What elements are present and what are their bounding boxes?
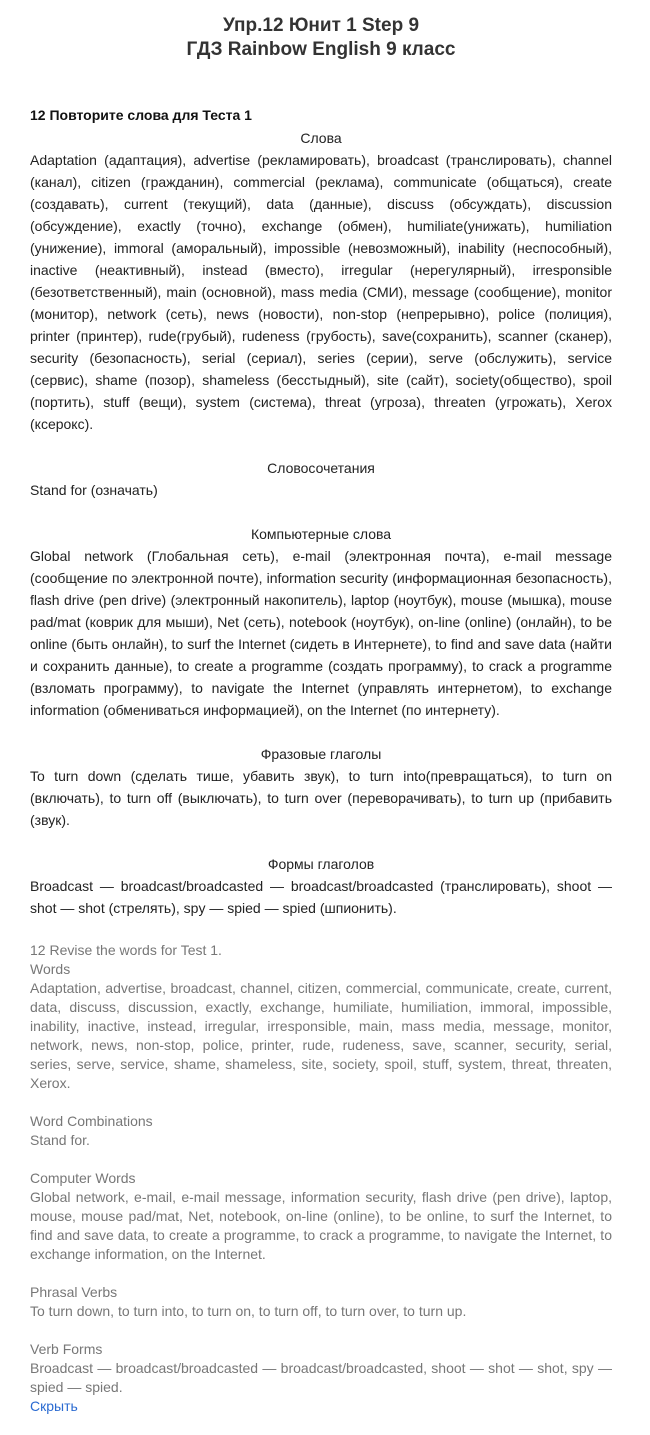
translation-computer-text: Global network, e-mail, e-mail message, information security, flash drive (pen drive), laptop, mouse, mouse pad/mat, Net, notebook, on-line (online), to be online, to surf the Internet, to find and save data, to create a programme, to crack a programme, to navigate the Internet, to exchange information, on the Internet.	[30, 1189, 612, 1262]
translation-block	[30, 941, 612, 1416]
translation-words-text: Adaptation, advertise, broadcast, channel, citizen, commercial, communicate, create, current, data, discuss, discussion, exactly, exchange, humiliate, humiliation, immoral, impossible, inability, inactive, instead, irregular, irresponsible, main, mass media, message, monitor, network, news, non-stop, police, printer, rude, rudeness, save, scanner, security, serial, series, serve, service, shame, shameless, site, society, spoil, stuff, system, threat, threaten, Xerox.	[30, 980, 612, 1091]
phrasal-verbs-title: Фразовые глаголы	[260, 746, 382, 762]
exercise-heading: 12 Повторите слова для Теста 1	[30, 107, 252, 123]
computer-words-text: Global network (Глобальная сеть), e-mail (электронная почта), e-mail message (сообщение по электронной почте), information security (информационная безопасность), flash drive (pen drive) (электронный накопитель), laptop (ноутбук), mouse (мышка), mouse pad/mat (коврик для мыши), Net (сеть), notebook (ноутбук), on-line (online) (онлайн), to be online (быть онлайн), to surf the Internet (сидеть в Интернете), to find and save data (найти и сохранить данные), to create a programme (создать программу), to crack a programme (взломать программу), to navigate the Internet (управлять интернетом), to exchange information (обмениваться информацией), on the Internet (по интернету).	[30, 548, 612, 718]
words-text: Adaptation (адаптация), advertise (рекламировать), broadcast (транслировать), channel (канал), citizen (гражданин), commercial (реклама), communicate (общаться), create (создавать), current (текущий), data (данные), discuss (обсуждать), discussion (обсуждение), exactly (точно), exchange (обмен), humiliate(унижать), humiliation (унижение), immoral (аморальный), impossible (невозможный), inability (неспособный), inactive (неактивный), instead (вместо), irregular (нерегулярный), irresponsible (безответственный), main (основной), mass media (СМИ), message (сообщение), monitor (монитор), network (сеть), news (новости), non-stop (непрерывно), police (полиция), printer (принтер), rude(грубый), rudeness (грубость), save(сохранить), scanner (сканер), security (безопасность), serial (сериал), series (серии), serve (обслужить), service (сервис), shame (позор), shameless (бесстыдный), site (сайт), society(общество), spoil (портить), stuff (вещи), system (система), threat (угроза), threaten (угрожать), Xerox (ксерокс).	[30, 152, 612, 432]
hide-link[interactable]: Скрыть	[30, 1398, 78, 1414]
translation-combinations-text: Stand for.	[30, 1132, 90, 1148]
words-title: Слова	[300, 130, 342, 146]
computer-words-title: Компьютерные слова	[250, 526, 392, 542]
verb-forms-title: Формы глаголов	[267, 856, 375, 872]
translation-computer-label: Computer Words	[30, 1170, 136, 1186]
verb-forms-text: Broadcast — broadcast/broadcasted — broadcast/broadcasted (транслировать), shoot — shot — shot (стрелять), spy — spied — spied (шпионить).	[30, 878, 612, 916]
page-title-line1: Упр.12 Юнит 1 Step 9	[222, 15, 420, 36]
translation-phrasal-label: Phrasal Verbs	[30, 1284, 118, 1300]
combinations-text: Stand for (означать)	[30, 482, 158, 498]
translation-words-label: Words	[30, 961, 71, 977]
translation-forms-label: Verb Forms	[30, 1341, 103, 1357]
page-title-line2: ГДЗ Rainbow English 9 класс	[186, 39, 456, 60]
translation-combinations-label: Word Combinations	[30, 1113, 153, 1129]
translation-phrasal-text: To turn down, to turn into, to turn on, to turn off, to turn over, to turn up.	[30, 1303, 467, 1319]
translation-heading: 12 Revise the words for Test 1.	[30, 942, 222, 958]
translation-forms-text: Broadcast — broadcast/broadcasted — broadcast/broadcasted, shoot — shot — shot, spy — spied — spied.	[30, 1360, 612, 1395]
phrasal-verbs-text: To turn down (сделать тише, убавить звук), to turn into(превращаться), to turn on (включать), to turn off (выключать), to turn over (переворачивать), to turn up (прибавить (звук).	[30, 768, 612, 828]
combinations-title: Словосочетания	[267, 460, 375, 476]
